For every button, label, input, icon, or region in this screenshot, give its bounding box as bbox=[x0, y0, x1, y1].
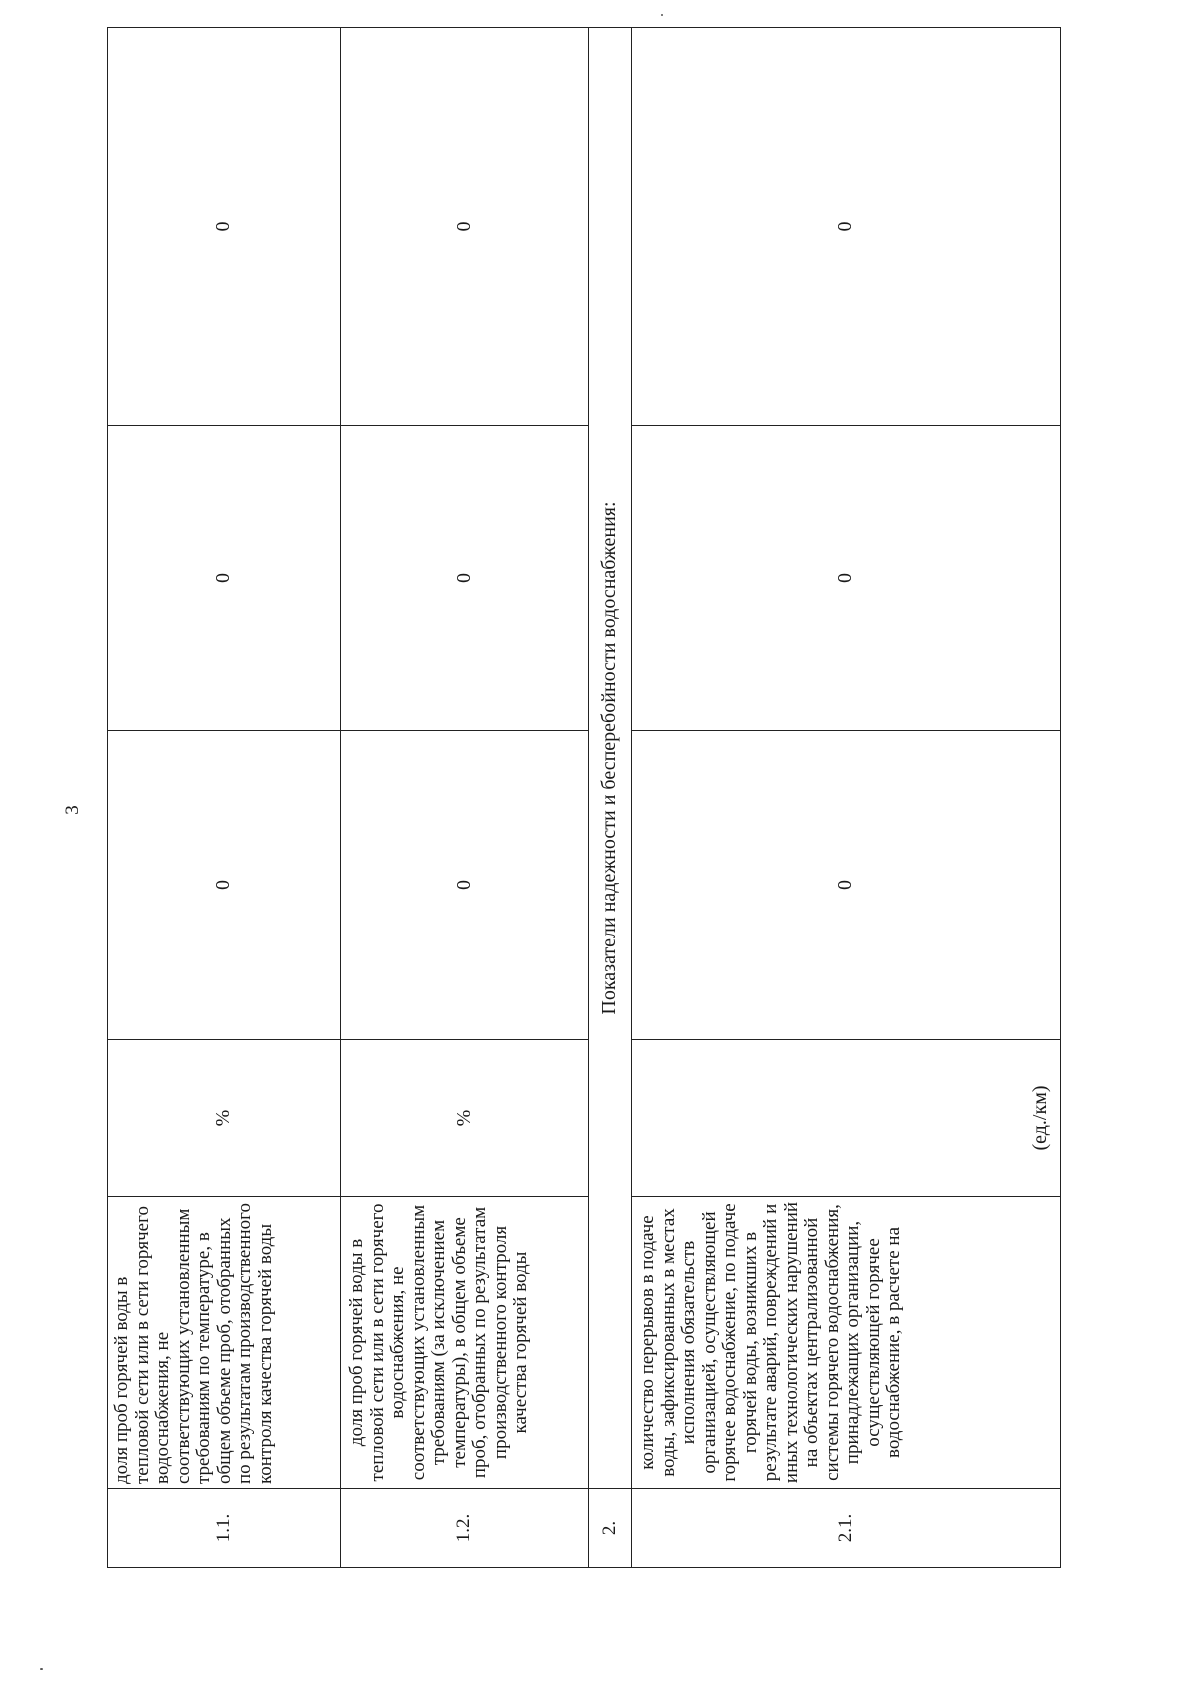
table-row bbox=[108, 28, 341, 1568]
scan-speck bbox=[661, 14, 663, 16]
indicator-name: доля проб горячей воды в тепловой сети или в сети горячего водоснабжения, не соответствующих установленным требованиям (за исключением температуры), в общем объеме проб, отобранных по результатам производственного контроля качества горячей воды bbox=[341, 1197, 589, 1489]
scan-speck bbox=[40, 1668, 43, 1670]
unit-cell: % bbox=[341, 1040, 589, 1197]
value-cell: 0 bbox=[108, 731, 341, 1040]
rotated-table-container bbox=[107, 28, 1060, 1568]
value-cell: 0 bbox=[632, 731, 1061, 1040]
value-cell: 0 bbox=[341, 28, 589, 426]
table-row bbox=[632, 28, 1061, 1568]
table-row bbox=[341, 28, 589, 1568]
row-number: 2.1. bbox=[632, 1489, 1061, 1568]
section-title: Показатели надежности и бесперебойности водоснабжения: bbox=[589, 28, 632, 1489]
value-cell: 0 bbox=[108, 28, 341, 426]
value-cell: 0 bbox=[632, 28, 1061, 426]
unit-cell: (ед./км) bbox=[632, 1040, 1061, 1197]
row-number: 2. bbox=[589, 1489, 632, 1568]
page-number: 3 bbox=[62, 805, 83, 815]
row-number: 1.2. bbox=[341, 1489, 589, 1568]
value-cell: 0 bbox=[632, 426, 1061, 731]
value-cell: 0 bbox=[341, 426, 589, 731]
indicator-name: доля проб горячей воды в тепловой сети или в сети горячего водоснабжения, не соответствующих установленным требованиям по температуре, в общем объеме проб, отобранных по результатам производственного контроля качества горячей воды bbox=[108, 1197, 341, 1489]
section-row bbox=[589, 28, 632, 1568]
row-number: 1.1. bbox=[108, 1489, 341, 1568]
value-cell: 0 bbox=[108, 426, 341, 731]
unit-cell: % bbox=[108, 1040, 341, 1197]
indicator-name: количество перерывов в подаче воды, зафиксированных в местах исполнения обязательств организацией, осуществляющей горячее водоснабжение, по подаче горячей воды, возникших в результате аварий, повреждений и иных технологических нарушений на объектах централизованной системы горячего водоснабжения, принадлежащих организации, осуществляющей горячее водоснабжение, в расчете на bbox=[632, 1197, 1061, 1489]
indicators-table bbox=[107, 27, 1061, 1568]
value-cell: 0 bbox=[341, 731, 589, 1040]
